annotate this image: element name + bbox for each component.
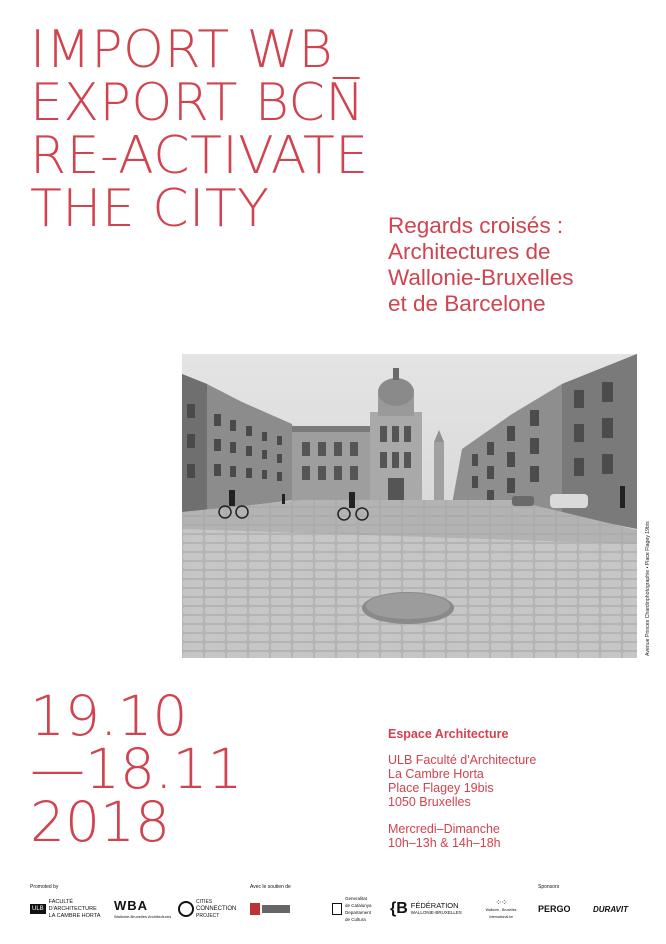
federation-wb-logo (390, 898, 462, 920)
crest-icon (250, 903, 260, 915)
support-label: Avec le soutien de (250, 884, 291, 890)
sponsors-label: Sponsors (538, 884, 560, 890)
wbi-dots-icon: ⁘⁘ (495, 898, 507, 907)
gencat-line-3: Departament (345, 910, 372, 915)
opening-hours: 10h–13h & 14h–18h (388, 836, 501, 850)
federation-line-2: WALLONIE-BRUXELLES (410, 910, 462, 915)
cities-logo-line-3: PROJECT (196, 912, 220, 919)
gencat-line-2: de Catalunya (345, 903, 372, 908)
wbi-logo (478, 898, 524, 920)
federation-line-1: FÉDÉRATION (410, 901, 459, 910)
photo-credit: Avenue Princes Chardinphotographie • Place Flagey 19bis (645, 521, 651, 656)
generalitat-icon (332, 903, 342, 915)
federation-wb-icon: {B (390, 900, 408, 917)
venue-address-1: ULB Faculté d'Architecture (388, 753, 537, 767)
subtitle-line-4: et de Barcelone (388, 291, 546, 316)
street-photo (182, 354, 637, 658)
ulb-logo-line-2: D'ARCHITECTURE (48, 905, 97, 912)
venue-info (388, 727, 536, 850)
wba-logo (114, 898, 171, 920)
spain-government-logo (250, 898, 290, 920)
title-line-4: THE CITY (30, 179, 270, 239)
venue-address-3: Place Flagey 19bis (388, 781, 494, 795)
ulb-logo-line-1: FACULTÉ (48, 898, 74, 905)
wbi-logo-text: Wallonie - Bruxelles International.be (485, 908, 517, 919)
subtitle-line-2: Architectures de (388, 239, 551, 264)
venue-address-4: 1050 Bruxelles (388, 795, 471, 809)
cities-circle-icon (178, 901, 194, 917)
dates-start: 19.10 (30, 684, 188, 748)
dates-year: 2018 (30, 790, 170, 854)
duravit-logo (593, 898, 628, 920)
exhibition-dates (30, 684, 243, 854)
street-photo-illustration (182, 354, 637, 658)
venue-name: Espace Architecture (388, 727, 509, 741)
wba-logo-sub: Wallonie-Bruxelles Architectures (114, 914, 172, 919)
ministry-emblem-icon (262, 905, 290, 913)
pergo-logo-text: PERGO (538, 904, 571, 914)
ulb-logo-line-3: LA CAMBRE HORTA (48, 912, 101, 919)
title-line-1: IMPORT WB_ (30, 20, 360, 80)
cities-connection-logo (178, 898, 236, 920)
title-line-2: EXPORT BCN (30, 73, 365, 133)
promoted-by-label: Promoted by (30, 884, 59, 890)
opening-days: Mercredi–Dimanche (388, 822, 500, 836)
venue-address-2: La Cambre Horta (388, 767, 484, 781)
gencat-line-1: Generalitat (345, 896, 368, 901)
dates-end: —18.11 (30, 737, 243, 801)
generalitat-logo (332, 898, 372, 920)
pergo-logo (538, 898, 571, 920)
poster-title (30, 20, 369, 239)
gencat-line-4: de Cultura (345, 917, 366, 922)
subtitle-line-1: Regards croisés : (388, 213, 564, 238)
wba-logo-text: WBA (114, 898, 149, 913)
sponsor-footer (30, 884, 640, 924)
cities-logo-line-1: CITIES (196, 898, 213, 905)
poster-subtitle (388, 213, 573, 317)
ulb-logo: ULB FACULTÉ D'ARCHITECTURE LA CAMBRE HORTA (32, 898, 101, 919)
subtitle-line-3: Wallonie-Bruxelles (388, 265, 574, 290)
title-line-3: RE-ACTIVATE (30, 126, 369, 186)
duravit-logo-text: DURAVIT (593, 904, 628, 914)
cities-logo-line-2: CONNECTION (196, 905, 237, 912)
